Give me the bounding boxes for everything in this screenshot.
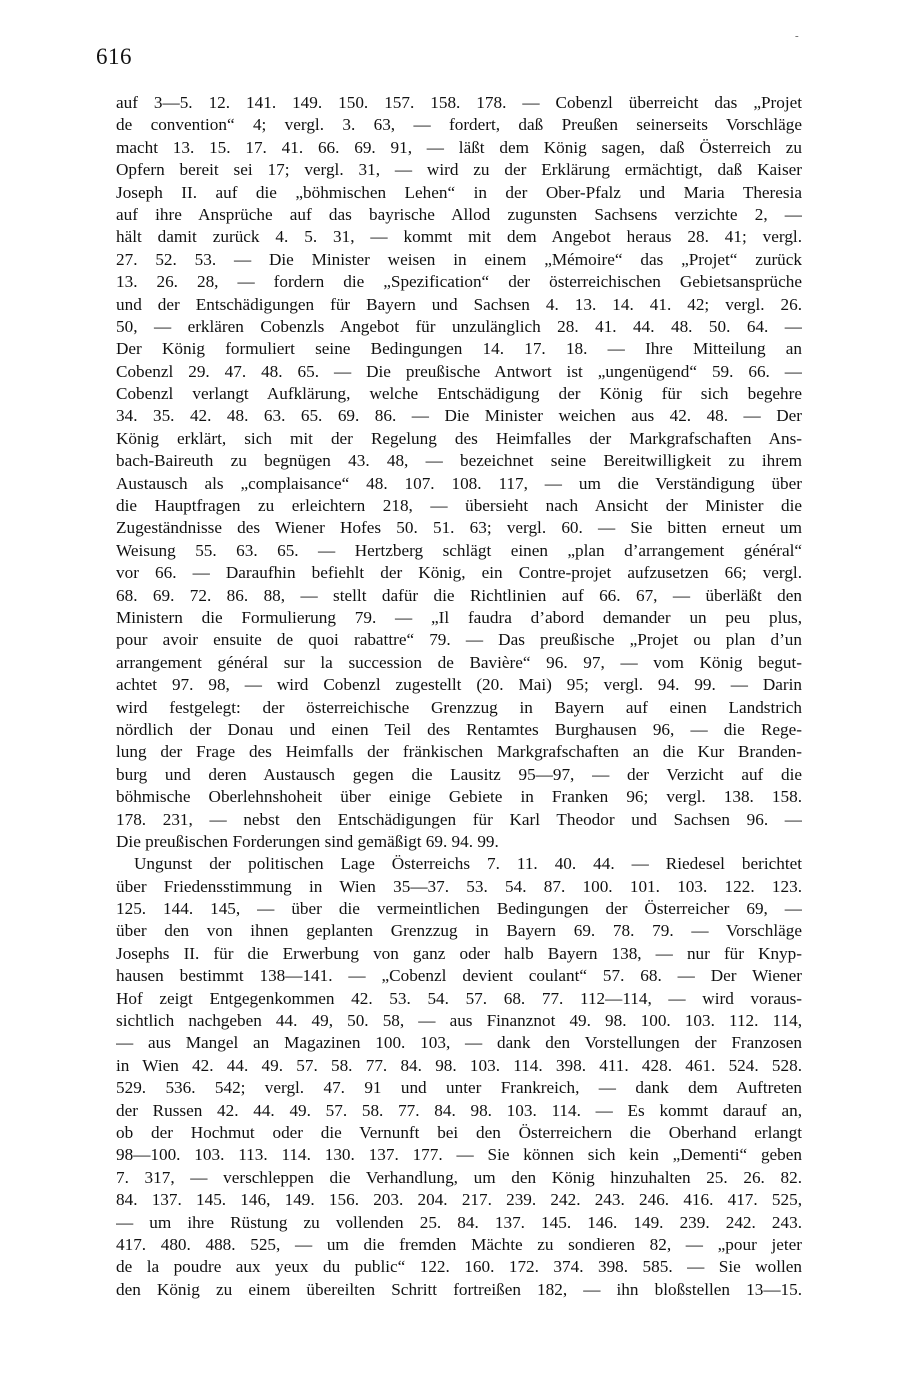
page-number: 616 xyxy=(96,44,132,69)
text-line: bach-Baireuth zu begnügen 43. 48, — bezeichnet seine Bereitwilligkeit zu ihrem xyxy=(116,451,802,471)
text-line: der Russen 42. 44. 49. 57. 58. 77. 84. 98. 103. 114. — Es kommt darauf an, xyxy=(116,1100,802,1120)
text-line: über den von ihnen geplanten Grenzzug in Bayern 69. 78. 79. — Vorschläge xyxy=(116,921,802,941)
text-line: — um ihre Rüstung zu vollenden 25. 84. 137. 145. 146. 149. 239. 242. 243. xyxy=(116,1212,802,1232)
text-line: lung der Frage des Heimfalls der fränkischen Markgrafschaften an die Kur Branden- xyxy=(116,742,802,762)
text-line: 125. 144. 145, — über die vermeintlichen Bedingungen der Österreicher 69, — xyxy=(116,899,802,919)
text-line: 68. 69. 72. 86. 88, — stellt dafür die Richtlinien auf 66. 67, — überläßt den xyxy=(116,585,802,605)
text-line: 34. 35. 42. 48. 63. 65. 69. 86. — Die Minister weichen aus 42. 48. — Der xyxy=(116,406,802,426)
text-line: und der Entschädigungen für Bayern und Sachsen 4. 13. 14. 41. 42; vergl. 26. xyxy=(116,294,802,314)
corner-mark: - xyxy=(795,30,799,42)
text-line: Ungunst der politischen Lage Österreichs 7. 11. 40. 44. — Riedesel berichtet xyxy=(134,854,802,874)
text-line: hält damit zurück 4. 5. 31, — kommt mit dem Angebot heraus 28. 41; vergl. xyxy=(116,227,802,247)
text-line: auf ihre Ansprüche auf das bayrische Allod zugunsten Sachsens verzichte 2, — xyxy=(116,204,802,224)
text-line: 84. 137. 145. 146, 149. 156. 203. 204. 217. 239. 242. 243. 246. 416. 417. 525, xyxy=(116,1190,802,1210)
text-line: den König zu einem übereilten Schritt fortreißen 182, — ihn bloßstellen 13—15. xyxy=(116,1279,802,1299)
text-line: Cobenzl 29. 47. 48. 65. — Die preußische Antwort ist „ungenügend“ 59. 66. — xyxy=(116,361,802,381)
text-line: in Wien 42. 44. 49. 57. 58. 77. 84. 98. 103. 114. 398. 411. 428. 461. 524. 528. xyxy=(116,1055,802,1075)
text-line: Die preußischen Forderungen sind gemäßigt 69. 94. 99. xyxy=(116,831,499,851)
text-line: auf 3—5. 12. 141. 149. 150. 157. 158. 178. — Cobenzl überreicht das „Projet xyxy=(116,93,802,112)
text-line: pour avoir ensuite de quoi rabattre“ 79. — Das preußische „Projet ou plan d’un xyxy=(116,630,802,650)
text-line: 98—100. 103. 113. 114. 130. 137. 177. — Sie können sich kein „Dementi“ geben xyxy=(116,1145,802,1165)
text-line: 50, — erklären Cobenzls Angebot für unzulänglich 28. 41. 44. 48. 50. 64. — xyxy=(116,316,802,336)
text-line: ob der Hochmut oder die Vernunft bei den Österreichern die Oberhand erlangt xyxy=(116,1122,802,1142)
text-line: Opfern bereit sei 17; vergl. 31, — wird zu der Erklärung ermächtigt, daß Kaiser xyxy=(116,160,802,180)
text-line: de convention“ 4; vergl. 3. 63, — fordert, daß Preußen seinerseits Vorschläge xyxy=(116,115,802,135)
text-line: achtet 97. 98, — wird Cobenzl zugestellt (20. Mai) 95; vergl. 94. 99. — Darin xyxy=(116,675,802,695)
text-line: böhmische Oberlehnshoheit über einige Gebiete in Franken 96; vergl. 138. 158. xyxy=(116,787,802,807)
text-line: Weisung 55. 63. 65. — Hertzberg schlägt einen „plan d’arrangement général“ xyxy=(116,540,802,560)
text-line: Ministern die Formulierung 79. — „Il faudra d’abord demander un peu plus, xyxy=(116,607,802,627)
text-line: arrangement général sur la succession de Bavière“ 96. 97, — vom König begut- xyxy=(116,652,802,672)
text-line: König erklärt, sich mit der Regelung des Heimfalles der Markgrafschaften Ans- xyxy=(116,428,802,448)
text-line: die Hauptfragen zu erleichtern 218, — übersieht nach Ansicht der Minister die xyxy=(116,496,802,516)
text-line: nördlich der Donau und einen Teil des Rentamtes Burghausen 96, — die Rege- xyxy=(116,719,802,739)
text-line: de la poudre aux yeux du public“ 122. 160. 172. 374. 398. 585. — Sie wollen xyxy=(116,1257,802,1277)
text-line: macht 13. 15. 17. 41. 66. 69. 91, — läßt dem König sagen, daß Österreich zu xyxy=(116,137,802,157)
text-line: wird festgelegt: der österreichische Grenzzug in Bayern auf einen Landstrich xyxy=(116,697,802,717)
text-line: Joseph II. auf die „böhmischen Lehen“ in der Ober-Pfalz und Maria Theresia xyxy=(116,182,802,202)
text-line: über Friedensstimmung in Wien 35—37. 53. 54. 87. 100. 101. 103. 122. 123. xyxy=(116,876,802,896)
text-line: 417. 480. 488. 525, — um die fremden Mächte zu sondieren 82, — „pour jeter xyxy=(116,1234,802,1254)
text-line: — aus Mangel an Magazinen 100. 103, — dank den Vorstellungen der Franzosen xyxy=(116,1033,802,1053)
index-text-block xyxy=(116,92,802,1301)
text-line: Zugeständnisse des Wiener Hofes 50. 51. 63; vergl. 60. — Sie bitten erneut um xyxy=(116,518,802,538)
text-line: vor 66. — Daraufhin befiehlt der König, ein Contre-projet aufzusetzen 66; vergl. xyxy=(116,563,802,583)
text-line: 13. 26. 28, — fordern die „Spezification“ der österreichischen Gebietsansprüche xyxy=(116,272,802,292)
text-line: burg und deren Austausch gegen die Lausitz 95—97, — der Verzicht auf die xyxy=(116,764,802,784)
text-line: Josephs II. für die Erwerbung von ganz oder halb Bayern 138, — nur für Knyp- xyxy=(116,943,802,963)
text-line: 529. 536. 542; vergl. 47. 91 und unter Frankreich, — dank dem Auftreten xyxy=(116,1078,802,1098)
text-line: 7. 317, — verschleppen die Verhandlung, um den König hinzuhalten 25. 26. 82. xyxy=(116,1167,802,1187)
text-line: Cobenzl verlangt Aufklärung, welche Entschädigung der König für sich begehre xyxy=(116,384,802,404)
text-line: 178. 231, — nebst den Entschädigungen für Karl Theodor und Sachsen 96. — xyxy=(116,809,802,829)
text-line: Austausch als „complaisance“ 48. 107. 108. 117, — um die Verständigung über xyxy=(116,473,802,493)
text-line: Hof zeigt Entgegenkommen 42. 53. 54. 57. 68. 77. 112—114, — wird voraus- xyxy=(116,988,802,1008)
text-line: 27. 52. 53. — Die Minister weisen in einem „Mémoire“ das „Projet“ zurück xyxy=(116,249,802,269)
text-line: hausen bestimmt 138—141. — „Cobenzl devient coulant“ 57. 68. — Der Wiener xyxy=(116,966,802,986)
text-line: sichtlich nachgeben 44. 49, 50. 58, — aus Finanznot 49. 98. 100. 103. 112. 114, xyxy=(116,1011,802,1031)
text-line: Der König formuliert seine Bedingungen 14. 17. 18. — Ihre Mitteilung an xyxy=(116,339,802,359)
